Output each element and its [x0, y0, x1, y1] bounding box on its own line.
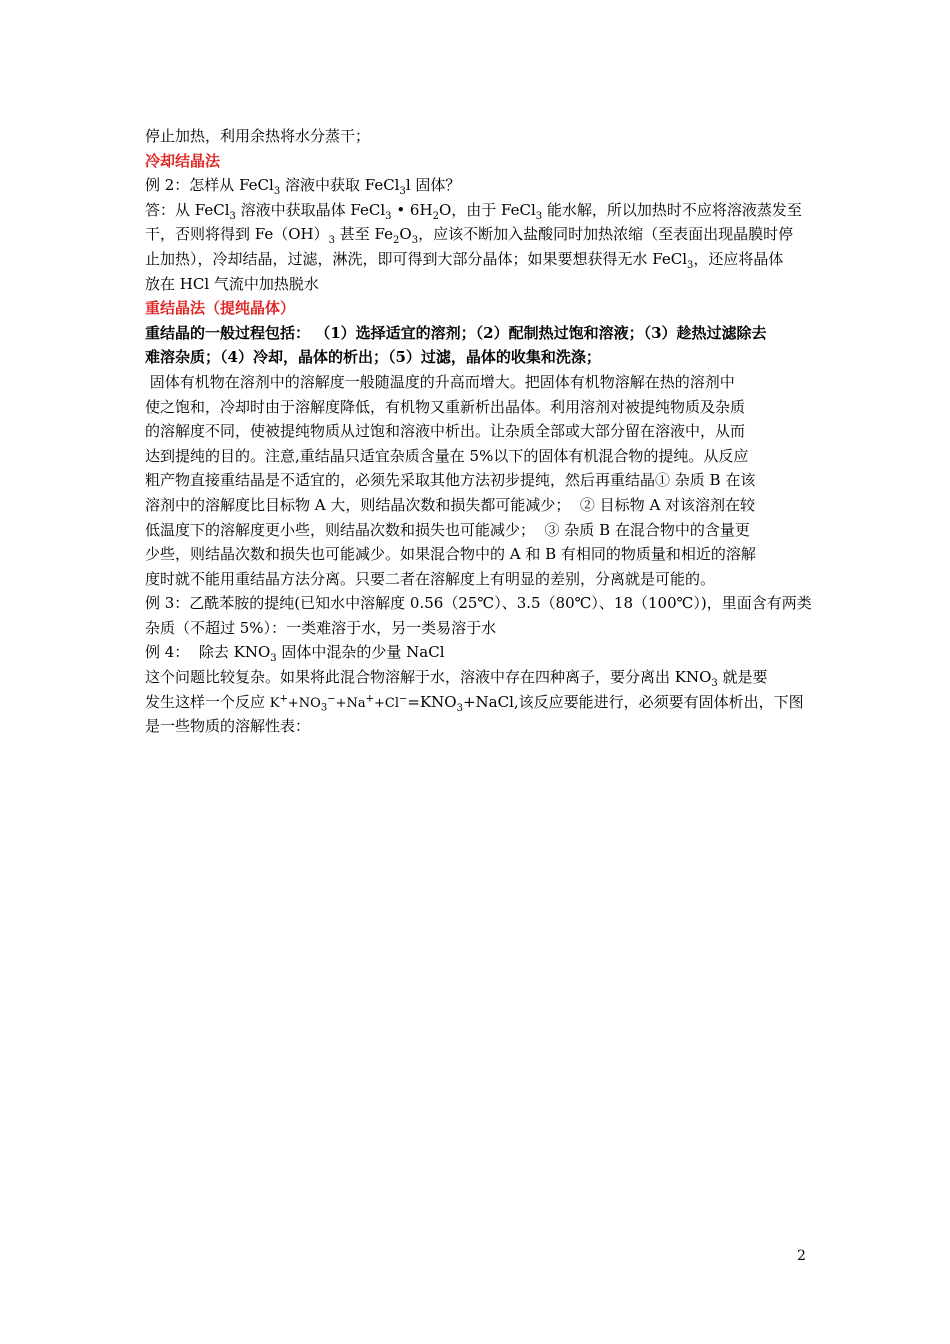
rich-text: 例 4： 除去 $KNO_3$ 固体中混杂的少量 NaCl [145, 643, 445, 665]
recrystallization-body-line: 达到提纯的目的。注意,重结晶只适宜杂质含量在 5%以下的固体有机混合物的提纯。从反应 [145, 446, 749, 465]
rich-text: 发生这样一个反应 $K^++NO_3^-+Na^++Cl^-=KNO_3+NaCl$,该反应要能进行，必须要有固体析出，下图 [145, 692, 804, 714]
example-2-answer-line: 放在 HCl 气流中加热脱水 [145, 274, 319, 293]
example-3-line: 例 3：乙酰苯胺的提纯(已知水中溶解度 0.56（25℃）、3.5（80℃）、18（100℃）)，里面含有两类 [145, 594, 812, 613]
example-3-line: 杂质（不超过 5%）：一类难溶于水，另一类易溶于水 [145, 618, 497, 637]
recrystallization-body-line: 溶剂中的溶解度比目标物 A 大，则结晶次数和损失都可能减少； ② 目标物 A 对该溶剂在较 [145, 495, 756, 514]
recrystallization-body-line: 低温度下的溶解度更小些，则结晶次数和损失也可能减少； ③ 杂质 B 在混合物中的含量更 [145, 520, 750, 539]
rich-text: 例 2：怎样从 FeCl$_3$ 溶液中获取 FeCl$_3$l 固体？ [145, 176, 461, 198]
rich-text: 答：从 FeCl$_3$ 溶液中获取晶体 FeCl$_3$ • $6H_2O$，由于 FeCl$_3$ 能水解，所以加热时不应将溶液蒸发至 [145, 200, 802, 222]
example-2-answer-line [145, 198, 809, 223]
example-2-answer-line [145, 222, 809, 247]
recrystallization-steps-line: 难溶杂质；（4）冷却，晶体的析出；（5）过滤，晶体的收集和洗涤； [145, 348, 601, 367]
section-heading-cooling-crystallization: 冷却结晶法 [145, 151, 221, 170]
rich-text: 干，否则将得到 $Fe(OH)_3$ 甚至 $Fe_2O_3$，应该不断加入盐酸同时加热浓缩（至表面出现晶膜时停 [145, 225, 794, 247]
recrystallization-body-line: 使之饱和，冷却时由于溶解度降低，有机物又重新析出晶体。利用溶剂对被提纯物质及杂质 [145, 397, 746, 416]
example-4-question [145, 640, 809, 665]
recrystallization-body-line: 度时就不能用重结晶方法分离。只要二者在溶解度上有明显的差别，分离就是可能的。 [145, 569, 716, 588]
recrystallization-body-line: 固体有机物在溶剂中的溶解度一般随温度的升高而增大。把固体有机物溶解在热的溶剂中 [145, 372, 735, 391]
recrystallization-body-line: 的溶解度不同，使被提纯物质从过饱和溶液中析出。让杂质全部或大部分留在溶液中，从而 [145, 422, 746, 441]
recrystallization-body-line: 少些，则结晶次数和损失也可能减少。如果混合物中的 A 和 B 有相同的物质量和相近的溶解 [145, 545, 756, 564]
recrystallization-body-line: 粗产物直接重结晶是不适宜的，必须先采取其他方法初步提纯，然后再重结晶① 杂质 B 在该 [145, 471, 756, 490]
example-4-answer-line [145, 690, 809, 715]
example-4-answer-line: 是一些物质的溶解性表： [145, 717, 311, 736]
section-heading-recrystallization: 重结晶法（提纯晶体） [145, 299, 296, 318]
paragraph-line: 停止加热，利用余热将水分蒸干； [145, 127, 371, 145]
rich-text: 这个问题比较复杂。如果将此混合物溶解于水，溶液中存在四种离子，要分离出 $KNO_3$ 就是要 [145, 668, 768, 690]
recrystallization-steps-line: 重结晶的一般过程包括： （1）选择适宜的溶剂；（2）配制热过饱和溶液；（3）趁热过滤除去 [145, 323, 767, 342]
page-body [145, 124, 812, 739]
rich-text: 止加热），冷却结晶，过滤，淋洗，即可得到大部分晶体；如果要想获得无水 FeCl$_3$，还应将晶体 [145, 249, 784, 271]
example-2-answer-line [145, 247, 809, 272]
page-number: 2 [797, 1248, 806, 1264]
example-2-question [145, 173, 809, 198]
example-4-answer-line [145, 665, 809, 690]
